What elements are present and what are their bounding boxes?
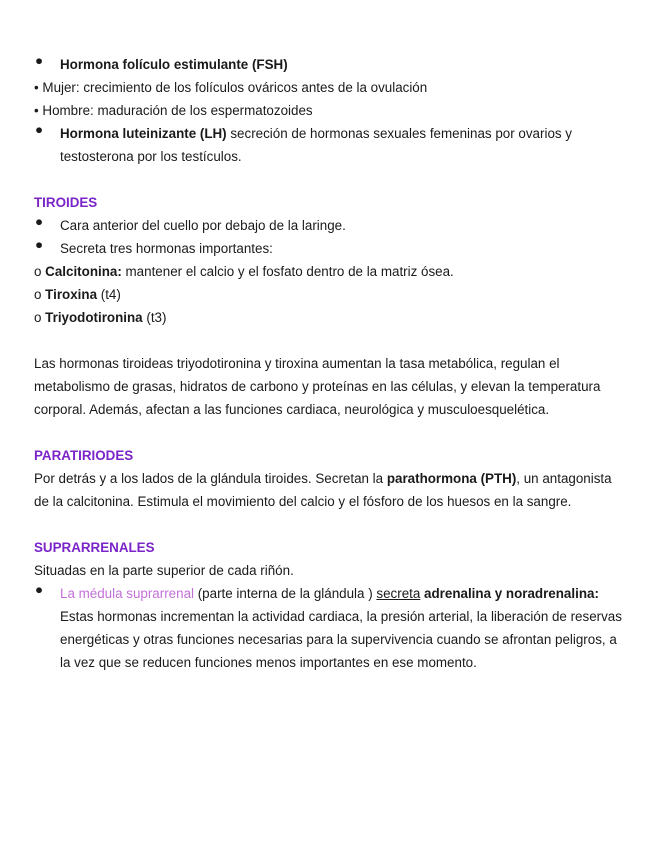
hormone-triyodotironina: o Triyodotironina (t3) [34, 310, 167, 325]
fsh-women: • Mujer: crecimiento de los folículos ováricos antes de la ovulación [34, 80, 428, 95]
fsh-men: • Hombre: maduración de los espermatozoides [34, 103, 313, 118]
tiroides-bullet-1 [34, 214, 624, 237]
hormone-calcitonina: o Calcitonina: mantener el calcio y el fosfato dentro de la matriz ósea. [34, 264, 454, 279]
suprarrenales-heading: SUPRARRENALES [34, 540, 155, 555]
suprarrenales-location: Situadas en la parte superior de cada riñón. [34, 563, 294, 578]
fsh-bullet [34, 53, 624, 76]
paratiroides-paragraph: Por detrás y a los lados de la glándula tiroides. Secretan la parathormona (PTH), un antagonista de la calcitonina. Estimula el movimiento del calcio y el fósforo de los huesos en la sangre. [34, 471, 612, 509]
tiroides-heading: TIROIDES [34, 195, 98, 210]
medula-text: La médula suprarrenal (parte interna de la glándula ) secreta adrenalina y noradrenalina: Estas hormonas incrementan la actividad cardiaca, la presión arterial, la liberación de reservas energéticas y otras funciones necesarias para la supervivencia cuando se afrontan peligros, a la vez que se reducen funciones menos importantes en ese momento. [60, 586, 622, 670]
tiroides-bullet-1-text: Cara anterior del cuello por debajo de la laringe. [60, 218, 346, 233]
fsh-title: Hormona folículo estimulante (FSH) [60, 57, 288, 72]
tiroides-bullet-2-text: Secreta tres hormonas importantes: [60, 241, 273, 256]
medula-bullet [34, 582, 624, 674]
tiroides-bullet-2 [34, 237, 624, 260]
bullet-dot: ● [35, 122, 44, 137]
secreta-word: secreta [376, 586, 421, 601]
document-page [34, 53, 624, 674]
medula-label: La médula suprarrenal [60, 586, 194, 601]
paratiroides-heading: PARATIRIODES [34, 448, 134, 463]
tiroides-paragraph: Las hormonas tiroideas triyodotironina y tiroxina aumentan la tasa metabólica, regulan el metabolismo de grasas, hidratos de carbono y proteínas en las células, y elevan la temperatura corporal. Además, afectan a las funciones cardiaca, neurológica y musculoesquelética. [34, 356, 601, 417]
hormone-tiroxina: o Tiroxina (t4) [34, 287, 121, 302]
lh-bullet [34, 122, 624, 168]
lh-title: Hormona luteinizante (LH) [60, 126, 227, 141]
lh-text: secreción de hormonas sexuales femeninas por ovarios y testosterona por los testículos. [60, 126, 572, 164]
bullet-dot: ● [35, 237, 44, 252]
bullet-dot: ● [35, 582, 44, 597]
bullet-dot: ● [35, 214, 44, 229]
bullet-dot: ● [35, 53, 44, 68]
